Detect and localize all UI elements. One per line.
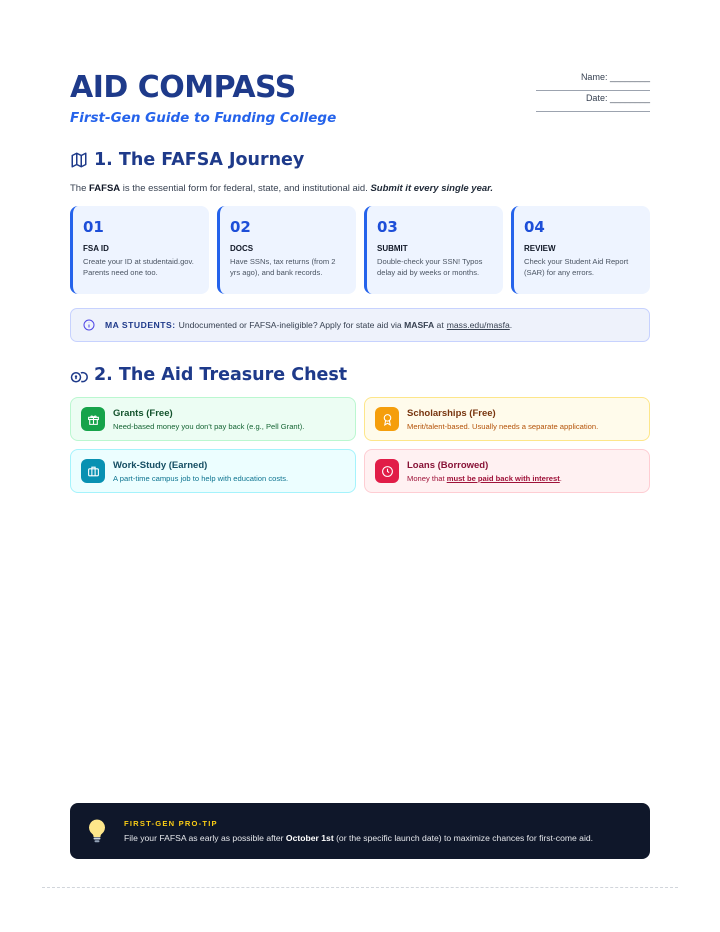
step-number: 04 xyxy=(524,218,545,236)
tip-text-bold: October 1st xyxy=(285,833,334,843)
intro-bold: FAFSA xyxy=(89,183,121,194)
lightbulb-icon xyxy=(86,818,108,844)
callout-bold: MASFA xyxy=(404,320,435,330)
info-icon xyxy=(83,319,95,331)
scholarships-icon-badge xyxy=(375,407,399,431)
aid-description: Merit/talent-based. Usually needs a separate application. xyxy=(407,421,599,431)
page-title: AID COMPASS xyxy=(70,70,296,105)
aid-card-scholarships xyxy=(364,397,650,441)
pro-tip-label: FIRST-GEN PRO-TIP xyxy=(124,819,218,828)
aid-description: Need-based money you don't pay back (e.g., Pell Grant). xyxy=(113,421,305,431)
step-description: Create your ID at studentaid.gov. Parents need one too. xyxy=(83,257,194,277)
aid-card-grants xyxy=(70,397,356,441)
ma-students-callout xyxy=(70,308,650,342)
step-card-03 xyxy=(364,206,503,294)
step-description: Have SSNs, tax returns (from 2 yrs ago), and bank records. xyxy=(230,257,336,277)
intro-mid: is the essential form for federal, state, and institutional aid. xyxy=(120,183,371,194)
step-description: Check your Student Aid Report (SAR) for any errors. xyxy=(524,257,629,277)
step-card-02 xyxy=(217,206,356,294)
loan-desc-emphasis: must be paid back with interest xyxy=(446,473,560,483)
step-title: DOCS xyxy=(230,244,254,253)
pro-tip-text xyxy=(124,833,593,843)
aid-title: Work-Study (Earned) xyxy=(113,459,208,471)
gift-icon xyxy=(87,413,100,426)
loan-desc-pre: Money that xyxy=(407,473,447,483)
page-divider xyxy=(42,887,678,888)
aid-description: A part-time campus job to help with education costs. xyxy=(113,473,289,483)
tip-text-end: (or the specific launch date) to maximize chances for first-come aid. xyxy=(333,833,594,843)
aid-description xyxy=(407,474,562,483)
pro-tip-banner xyxy=(70,803,650,859)
aid-card-workstudy xyxy=(70,449,356,493)
fafsa-intro xyxy=(70,183,493,194)
callout-end: . xyxy=(509,320,513,330)
section-fafsa-heading xyxy=(70,150,304,170)
page-subtitle: First-Gen Guide to Funding College xyxy=(70,110,337,126)
aid-card-body xyxy=(113,408,304,431)
grants-icon-badge xyxy=(81,407,105,431)
step-card-04 xyxy=(511,206,650,294)
step-number: 02 xyxy=(230,218,251,236)
step-title: SUBMIT xyxy=(377,244,408,253)
intro-emphasis: Submit it every single year. xyxy=(370,183,493,194)
award-icon xyxy=(381,413,394,426)
pro-tip-body xyxy=(124,819,593,843)
aid-title: Loans (Borrowed) xyxy=(407,459,489,471)
intro-pre: The xyxy=(70,183,90,194)
map-icon xyxy=(70,151,88,169)
aid-card-body xyxy=(407,408,598,431)
loans-icon-badge xyxy=(375,459,399,483)
aid-card-body xyxy=(113,460,288,483)
coins-icon xyxy=(70,366,88,384)
aid-card-body xyxy=(407,460,562,483)
aid-title: Scholarships (Free) xyxy=(407,407,496,419)
clock-icon xyxy=(381,465,394,478)
name-date-fields xyxy=(536,70,650,112)
workstudy-icon-badge xyxy=(81,459,105,483)
section-fafsa-title: 1. The FAFSA Journey xyxy=(94,150,305,170)
masfa-link[interactable]: mass.edu/masfa xyxy=(446,320,510,330)
aid-types-grid xyxy=(70,397,650,493)
loan-desc-end: . xyxy=(559,473,562,483)
date-field[interactable]: Date: ________ xyxy=(536,91,650,112)
fafsa-steps xyxy=(70,206,650,294)
step-number: 01 xyxy=(83,218,104,236)
brand-header xyxy=(70,70,336,126)
briefcase-icon xyxy=(87,465,100,478)
step-card-01 xyxy=(70,206,209,294)
step-number: 03 xyxy=(377,218,398,236)
section-aid-heading xyxy=(70,365,347,385)
callout-text: Undocumented or FAFSA-ineligible? Apply for state aid via xyxy=(178,320,405,330)
step-description: Double-check your SSN! Typos delay aid by weeks or months. xyxy=(377,257,483,277)
name-field[interactable]: Name: ________ xyxy=(536,70,650,91)
callout-label: MA STUDENTS: xyxy=(105,320,176,330)
aid-title: Grants (Free) xyxy=(113,407,173,419)
step-title: FSA ID xyxy=(83,244,109,253)
aid-card-loans xyxy=(364,449,650,493)
tip-text-pre: File your FAFSA as early as possible after xyxy=(124,833,286,843)
step-title: REVIEW xyxy=(524,244,556,253)
callout-text-mid: at xyxy=(434,320,444,330)
section-aid-title: 2. The Aid Treasure Chest xyxy=(94,365,348,385)
